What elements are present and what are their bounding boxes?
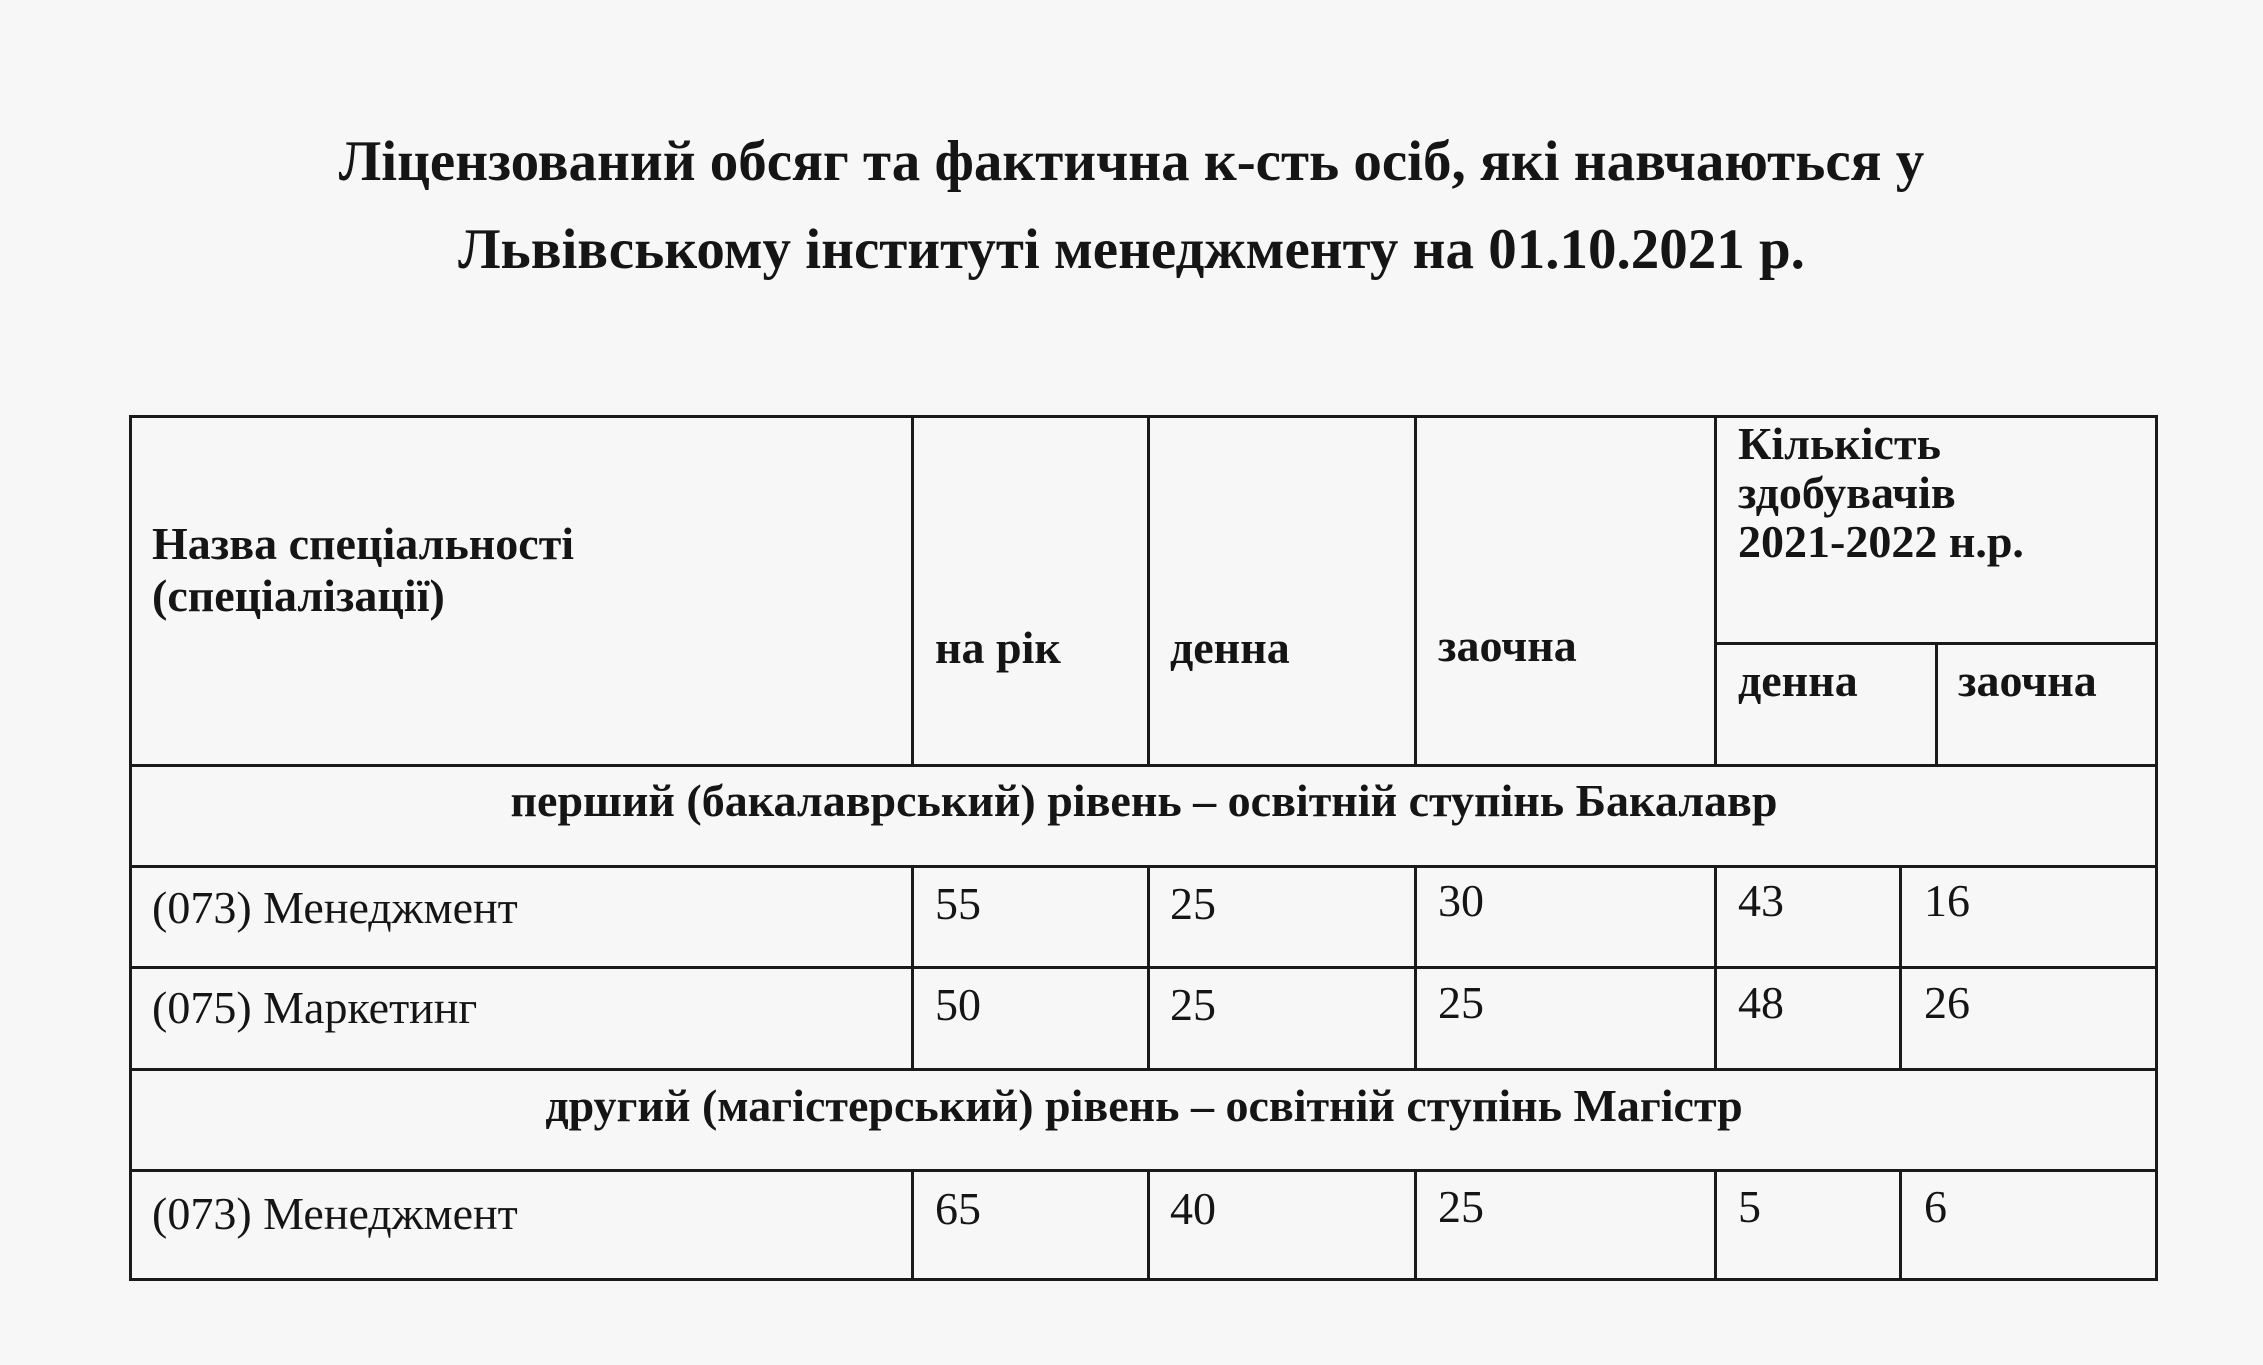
table-divider-section2-bottom (129, 1169, 2158, 1172)
table-divider-row1-bottom (129, 966, 2158, 969)
row-specialty-name: (073) Менеджмент (152, 1188, 518, 1239)
table-col-divider-1 (911, 1169, 914, 1281)
table-col-divider-1 (911, 865, 914, 1071)
row-students-full-time: 48 (1738, 977, 1784, 1028)
table-col-divider-3 (1414, 865, 1417, 1071)
row-per-year: 55 (935, 878, 981, 929)
table-col-divider-3 (1414, 415, 1417, 767)
table-col-divider-1 (911, 415, 914, 767)
header-students-count (1738, 419, 2024, 566)
row-part-time: 25 (1438, 1181, 1484, 1232)
table-col-divider-5 (1899, 865, 1902, 1071)
table-col-divider-5 (1935, 642, 1938, 767)
row-students-part-time: 26 (1924, 977, 1970, 1028)
table-col-divider-2 (1147, 415, 1150, 767)
row-part-time: 25 (1438, 977, 1484, 1028)
table-border-bottom (129, 1278, 2158, 1281)
row-per-year: 65 (935, 1183, 981, 1234)
table-col-divider-4 (1714, 415, 1717, 767)
section-title-bachelor: перший (бакалаврський) рівень – освітній ступінь Бакалавр (510, 775, 1778, 826)
header-per-year: на рік (935, 622, 1061, 673)
page-title-line-1: Ліцензований обсяг та фактична к-сть осіб, які навчаються у (338, 130, 1925, 193)
header-students-count-line-2: здобувачів (1738, 467, 1956, 518)
header-specialty-name (152, 518, 574, 622)
page-title (0, 118, 2263, 294)
table-col-divider-2 (1147, 865, 1150, 1071)
table-col-divider-3 (1414, 1169, 1417, 1281)
row-specialty-name: (075) Маркетинг (152, 982, 478, 1033)
row-students-full-time: 5 (1738, 1181, 1761, 1232)
table-border-right (2155, 415, 2158, 1281)
row-students-part-time: 6 (1924, 1181, 1947, 1232)
row-full-time: 25 (1170, 979, 1216, 1030)
table-border-left (129, 415, 132, 1281)
header-full-time: денна (1170, 622, 1290, 673)
row-full-time: 25 (1170, 878, 1216, 929)
table-divider-section1-bottom (129, 865, 2158, 868)
header-students-count-line-1: Кількість (1738, 418, 1941, 469)
header-students-full-time: денна (1738, 655, 1858, 706)
table-col-divider-4 (1714, 865, 1717, 1071)
table-divider-row2-bottom (129, 1068, 2158, 1071)
row-per-year: 50 (935, 979, 981, 1030)
row-full-time: 40 (1170, 1183, 1216, 1234)
row-part-time: 30 (1438, 875, 1484, 926)
row-students-full-time: 43 (1738, 875, 1784, 926)
table-col-divider-2 (1147, 1169, 1150, 1281)
row-students-part-time: 16 (1924, 875, 1970, 926)
table-divider-header-bottom (129, 764, 2158, 767)
header-part-time: заочна (1438, 620, 1577, 671)
table-col-divider-4 (1714, 1169, 1717, 1281)
header-specialty-name-line-1: Назва спеціальності (152, 518, 575, 569)
section-title-master: другий (магістерський) рівень – освітній ступінь Магістр (545, 1080, 1743, 1131)
header-specialty-name-line-2: (спеціалізації) (152, 570, 445, 621)
page-title-line-2: Львівському інституті менеджменту на 01.10.2021 р. (458, 218, 1805, 281)
header-students-part-time: заочна (1958, 655, 2097, 706)
row-specialty-name: (073) Менеджмент (152, 882, 518, 933)
table-col-divider-5 (1899, 1169, 1902, 1281)
header-students-count-line-3: 2021-2022 н.р. (1738, 516, 2024, 567)
